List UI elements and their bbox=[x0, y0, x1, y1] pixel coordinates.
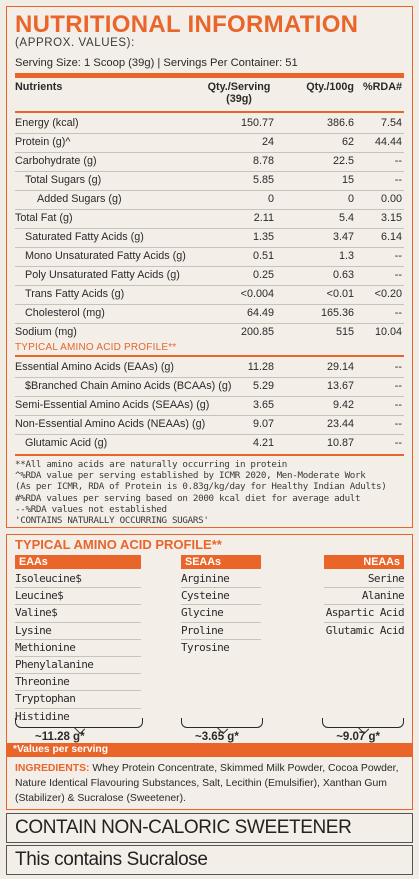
cell-rda: <0.20 bbox=[374, 288, 402, 300]
cell-rda: -- bbox=[394, 437, 402, 449]
table-row bbox=[15, 171, 404, 190]
cell-per100: 9.42 bbox=[332, 399, 354, 411]
seaas-list bbox=[181, 571, 261, 656]
sucralose-box: This contains Sucralose bbox=[6, 845, 413, 875]
cell-serving: 200.85 bbox=[240, 326, 274, 338]
amino-acid-item: Alanine bbox=[324, 588, 404, 605]
cell-per100: 386.6 bbox=[326, 117, 354, 129]
amino-acid-item: Histidine bbox=[15, 709, 70, 723]
footnote: 'CONTAINS NATURALLY OCCURRING SUGARS' bbox=[15, 515, 209, 526]
cell-rda: -- bbox=[394, 361, 402, 373]
header-serving-size: (39g) bbox=[226, 93, 252, 105]
table-row bbox=[15, 247, 404, 266]
cell-per100: 15 bbox=[341, 174, 354, 186]
amino-section-title: TYPICAL AMINO ACID PROFILE** bbox=[15, 342, 177, 353]
seaas-total: ~3.65 g* bbox=[195, 731, 239, 743]
amino-acid-item: Tryptophan bbox=[15, 691, 141, 708]
cell-per100: 5.4 bbox=[338, 212, 354, 224]
cell-name: $Branched Chain Amino Acids (BCAAs) (g) bbox=[25, 380, 232, 392]
amino-acid-item: Cysteine bbox=[181, 588, 261, 605]
table-row bbox=[15, 396, 404, 415]
amino-acid-item: Phenylalanine bbox=[15, 657, 141, 674]
cell-name: Semi-Essential Amino Acids (SEAAs) (g) bbox=[15, 399, 210, 411]
ingredients-text: Whey Protein Concentrate, Skimmed Milk Powder, Cocoa Powder, Nature Identical Flavouring Substances, Salt, Lecithin (Emulsifier), Xanthan Gum (Stabilizer) & Sucralose (Sweetener). bbox=[15, 763, 399, 804]
cell-per100: <0.01 bbox=[326, 288, 354, 300]
table-row bbox=[15, 285, 404, 304]
cell-name: Protein (g)^ bbox=[15, 136, 71, 148]
amino-acid-item: Glutamic Acid bbox=[325, 623, 404, 637]
amino-acid-item: Proline bbox=[181, 623, 261, 640]
cell-per100: 22.5 bbox=[332, 155, 354, 167]
cell-name: Carbohydrate (g) bbox=[15, 155, 97, 167]
table-row bbox=[15, 190, 404, 209]
cell-name: Trans Fatty Acids (g) bbox=[25, 288, 125, 300]
values-note: *Values per serving bbox=[7, 743, 412, 757]
table-row bbox=[15, 114, 404, 133]
cell-serving: 0.25 bbox=[252, 269, 274, 281]
cell-rda: -- bbox=[394, 155, 402, 167]
footnote: ^%RDA value per serving established by ICMR 2020, Men-Moderate Work bbox=[15, 470, 366, 482]
cell-rda: -- bbox=[394, 380, 402, 392]
cell-name: Energy (kcal) bbox=[15, 117, 79, 129]
table-row bbox=[15, 304, 404, 323]
amino-acid-item: Methionine bbox=[15, 640, 141, 657]
ingredients bbox=[15, 761, 406, 806]
cell-name: Sodium (mg) bbox=[15, 326, 77, 338]
serving-info: Serving Size: 1 Scoop (39g) | Servings Per Container: 51 bbox=[15, 57, 298, 69]
amino-acid-item: Leucine$ bbox=[15, 588, 141, 605]
cell-rda: -- bbox=[394, 174, 402, 186]
nutrition-panel bbox=[6, 6, 413, 528]
table-row bbox=[15, 434, 404, 453]
neaas-label: NEAAs bbox=[324, 555, 404, 569]
cell-per100: 1.3 bbox=[338, 250, 354, 262]
cell-name: Poly Unsaturated Fatty Acids (g) bbox=[25, 269, 180, 281]
amino-acid-item: Threonine bbox=[15, 674, 141, 691]
cell-serving: 9.07 bbox=[252, 418, 274, 430]
cell-serving: 1.35 bbox=[252, 231, 274, 243]
cell-serving: 5.29 bbox=[252, 380, 274, 392]
cell-per100: 515 bbox=[335, 326, 354, 338]
cell-serving: 64.49 bbox=[246, 307, 274, 319]
header-per100: Qty./100g bbox=[306, 81, 354, 93]
eaas-list bbox=[15, 571, 141, 725]
header-rda: %RDA# bbox=[363, 81, 402, 93]
cell-rda: -- bbox=[394, 250, 402, 262]
page-title: NUTRITIONAL INFORMATION bbox=[15, 11, 359, 38]
table-row bbox=[15, 266, 404, 285]
table-row bbox=[15, 323, 404, 342]
table-row bbox=[15, 133, 404, 152]
cell-serving: 5.85 bbox=[252, 174, 274, 186]
divider bbox=[15, 355, 404, 357]
footnote: #%RDA values per serving based on 2000 kcal diet for average adult bbox=[15, 492, 361, 504]
cell-serving: 0.51 bbox=[252, 250, 274, 262]
cell-name: Added Sugars (g) bbox=[37, 193, 122, 205]
amino-acid-item: Isoleucine$ bbox=[15, 571, 141, 588]
cell-rda: 3.15 bbox=[380, 212, 402, 224]
footnote: **All amino acids are naturally occurring in protein bbox=[15, 459, 288, 470]
cell-name: Non-Essential Amino Acids (NEAAs) (g) bbox=[15, 418, 206, 430]
cell-serving: 150.77 bbox=[240, 117, 274, 129]
profile-title: TYPICAL AMINO ACID PROFILE** bbox=[15, 537, 222, 552]
cell-serving: 3.65 bbox=[252, 399, 274, 411]
seaas-brace bbox=[181, 718, 263, 728]
neaas-total: ~9.07 g* bbox=[336, 731, 380, 743]
cell-rda: 44.44 bbox=[374, 136, 402, 148]
cell-name: Saturated Fatty Acids (g) bbox=[25, 231, 144, 243]
cell-per100: 0.63 bbox=[332, 269, 354, 281]
amino-acid-item: Valine$ bbox=[15, 605, 141, 622]
cell-name: Glutamic Acid (g) bbox=[25, 437, 108, 449]
cell-serving: 4.21 bbox=[252, 437, 274, 449]
seaas-label: SEAAs bbox=[181, 555, 261, 569]
footnote: (As per ICMR, RDA of Protein is 0.83g/kg/day for Healthy Indian Adults) bbox=[15, 481, 387, 493]
cell-per100: 3.47 bbox=[332, 231, 354, 243]
cell-rda: -- bbox=[394, 307, 402, 319]
footnote: --%RDA values not established bbox=[15, 503, 167, 515]
amino-acid-item: Lysine bbox=[15, 623, 141, 640]
cell-serving: 11.28 bbox=[247, 361, 274, 373]
table-row bbox=[15, 358, 404, 377]
amino-acid-item: Serine bbox=[324, 571, 404, 588]
cell-name: Mono Unsaturated Fatty Acids (g) bbox=[25, 250, 186, 262]
cell-serving: <0.004 bbox=[240, 288, 274, 300]
cell-per100: 62 bbox=[341, 136, 354, 148]
divider bbox=[15, 111, 404, 113]
cell-rda: -- bbox=[394, 399, 402, 411]
cell-name: Essential Amino Acids (EAAs) (g) bbox=[15, 361, 175, 373]
cell-per100: 13.67 bbox=[326, 380, 354, 392]
cell-serving: 8.78 bbox=[252, 155, 274, 167]
amino-profile-panel bbox=[6, 534, 413, 810]
divider bbox=[15, 73, 404, 78]
header-serving-label: Qty./Serving bbox=[207, 81, 271, 93]
cell-rda: -- bbox=[394, 269, 402, 281]
cell-name: Total Fat (g) bbox=[15, 212, 73, 224]
cell-per100: 165.36 bbox=[320, 307, 354, 319]
divider bbox=[15, 454, 404, 456]
table-row bbox=[15, 415, 404, 434]
table-row bbox=[15, 228, 404, 247]
eaas-total: ~11.28 g* bbox=[35, 731, 85, 743]
cell-per100: 23.44 bbox=[326, 418, 354, 430]
cell-per100: 0 bbox=[347, 193, 354, 205]
cell-name: Total Sugars (g) bbox=[25, 174, 102, 186]
cell-per100: 29.14 bbox=[326, 361, 354, 373]
cell-rda: 10.04 bbox=[374, 326, 402, 338]
table-row bbox=[15, 152, 404, 171]
neaas-list bbox=[324, 571, 404, 639]
subtitle: (APPROX. VALUES): bbox=[15, 37, 135, 49]
neaas-brace bbox=[322, 718, 404, 728]
cell-rda: 6.14 bbox=[380, 231, 402, 243]
table-row bbox=[15, 209, 404, 228]
amino-acid-item: Glycine bbox=[181, 605, 261, 622]
cell-name: Cholesterol (mg) bbox=[25, 307, 105, 319]
header-serving bbox=[204, 81, 274, 105]
cell-serving: 0 bbox=[267, 193, 274, 205]
cell-per100: 10.87 bbox=[326, 437, 354, 449]
amino-acid-item: Tyrosine bbox=[181, 640, 230, 654]
eaas-brace bbox=[15, 718, 143, 728]
eaas-label: EAAs bbox=[15, 555, 141, 569]
amino-acid-item: Arginine bbox=[181, 571, 261, 588]
amino-acid-item: Aspartic Acid bbox=[324, 605, 404, 622]
cell-serving: 24 bbox=[261, 136, 274, 148]
ingredients-label: INGREDIENTS: bbox=[15, 763, 90, 774]
cell-serving: 2.11 bbox=[253, 212, 274, 224]
table-row bbox=[15, 377, 404, 396]
sweetener-box: CONTAIN NON-CALORIC SWEETENER bbox=[6, 813, 413, 843]
header-nutrients: Nutrients bbox=[15, 81, 63, 93]
cell-rda: -- bbox=[394, 418, 402, 430]
cell-rda: 0.00 bbox=[380, 193, 402, 205]
cell-rda: 7.54 bbox=[380, 117, 402, 129]
